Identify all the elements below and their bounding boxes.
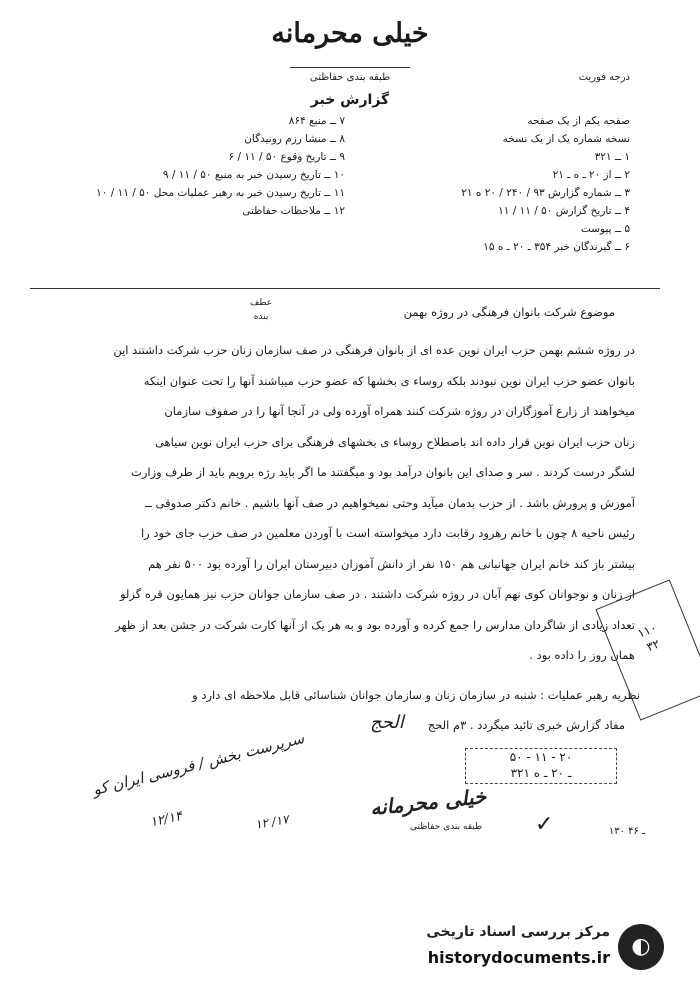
- archive-url: historydocuments.ir: [427, 948, 610, 967]
- subject-line: موضوع شرکت بانوان فرهنگی در روژه بهمن: [403, 305, 615, 319]
- meta-line: ۹ ــ تاریخ وقوع ۵۰ / ۱۱ / ۶: [228, 151, 345, 163]
- urgency-label: درجه فوریت: [578, 72, 630, 83]
- meta-line: صفحه یکم از یک صفحه: [527, 115, 630, 127]
- body-line: لشگر درست کردند . سر و صدای این بانوان درآمد بود و میگفتند ما اگر باید رژه برویم باید از طرف وزارت: [131, 465, 635, 479]
- body-line: میخواهند از زارع آموزگاران در روژه شرکت کنند همراه آورده ولی در آنجا آنها را در صفوف سازمان: [164, 404, 635, 418]
- check-mark-icon: ✓: [535, 812, 554, 837]
- document-code: ۱۳۰ ـ ۴۶: [608, 826, 645, 837]
- file-stamp-line: ۳۲۱ ـ ۲۰ ـ ه: [510, 766, 572, 780]
- handwritten-initial: الحج: [370, 712, 404, 733]
- meta-line: ۸ ــ منشا رزم رونیدگان: [244, 133, 345, 145]
- margin-stamp-line: ۱۱۰: [635, 620, 659, 641]
- body-line: از زنان و نوجوانان کوی نهم آبان در روژه شرکت داشتند . در صف سازمان جوانان حزب نیز همایون قره گزلو: [119, 587, 635, 601]
- confirmation-line: مفاد گزارش خبری تائید میگردد . ۳م الحج: [427, 718, 625, 732]
- report-body: [50, 335, 635, 671]
- handwritten-signature: سرپرست بخش / فروسی ایران کو: [91, 729, 306, 799]
- report-title: گزارش خبر: [310, 92, 390, 108]
- meta-line: ۶ ــ گیرندگان خبر ۳۵۴ ـ ۲۰ ـ ه ۱۵: [483, 241, 630, 253]
- margin-stamp-line: ۳۲: [644, 636, 662, 655]
- meta-line: ۲ ــ از ۲۰ ـ ه ـ ۲۱: [552, 169, 630, 181]
- body-line: بیشتر باز کند خانم ایران جهانبانی هم ۱۵۰ نفر از دانش آموزان دبیرستان ایران را آورده بود ۵۰۰ نفر هم: [148, 556, 635, 571]
- report-metadata-left: [60, 112, 345, 220]
- meta-line: ۱۰ ــ تاریخ رسیدن خبر به منبع ۵۰ / ۱۱ / ۹: [162, 169, 345, 181]
- body-line: زنان حزب ایران نوین قرار داده اند باصطلاح روساء ی بخشهای فرهنگی برای حزب ایران نوین سیاهی: [154, 434, 635, 449]
- reference-stamp-line: عطف: [250, 298, 273, 308]
- body-line: رئیس ناحیه ۸ چون با خانم رهرود رقابت دارد میخواسته است با آوردن معلمین در صف حزب جای خود را: [140, 526, 635, 540]
- handwritten-date: ۱۲/۱۴: [148, 808, 184, 831]
- report-metadata-right: [360, 112, 630, 256]
- section-divider: [30, 288, 660, 289]
- meta-line: ۴ ــ تاریخ گزارش ۵۰ / ۱۱ / ۱۱: [498, 205, 630, 217]
- handwritten-date-2: ۱۲ /۱۷: [254, 812, 290, 832]
- body-line: آموزش و پرورش باشد . از حزب بدمان میآید وحتی نمیخواهیم در صف آنها باشیم . خانم دکتر صدوقی ــ: [145, 495, 635, 510]
- body-line: تعداد زیادی از شاگردان مدارس را جمع کرده و آورده بود و به هر یک از آنها کارت شرکت در جشن بعد از ظهر: [115, 617, 635, 632]
- meta-line: ۳ ــ شماره گزارش ۹۳ / ۲۴۰ / ۲۰ ه ۲۱: [461, 187, 630, 199]
- reference-stamp-line: بنده: [253, 312, 269, 322]
- body-line: همان روز را داده بود .: [529, 648, 635, 662]
- classification-repeat-label: طبقه بندی حفاظتی: [410, 822, 483, 832]
- archive-name: مرکز بررسی اسناد تاریخی: [426, 924, 610, 940]
- classification-repeat: خیلی محرمانه: [369, 783, 488, 821]
- meta-line: ۱۲ ــ ملاحظات حفاظتی: [242, 205, 345, 217]
- title-underline: [290, 67, 410, 68]
- file-number-stamp: [465, 748, 617, 784]
- meta-line: ۷ ــ منبع ۸۶۴: [288, 115, 345, 127]
- classification-label: طبقه بندی حفاظتی: [309, 72, 391, 83]
- reference-stamp: [250, 296, 272, 324]
- archive-logo-icon: ◐: [618, 924, 664, 970]
- meta-line: ۱۱ ــ تاریخ رسیدن خبر به رهبر عملیات محل ۵۰ / ۱۱ / ۱۰: [96, 187, 345, 199]
- archive-watermark: [374, 920, 664, 976]
- file-stamp-line: ۵۰ - ۱۱ - ۲۰: [509, 750, 573, 764]
- meta-line: ۵ ــ پیوست: [580, 223, 630, 235]
- body-line: در روژه ششم بهمن حزب ایران نوین عده ای از بانوان فرهنگی در صف سازمان زنان حزب شرکت داشتند این: [113, 343, 635, 357]
- body-line: بانوان عضو حزب ایران نوین نبودند بلکه روساء ی بخشها که عضو حزب میباشند آنها را تحت عنوان اینکه: [143, 373, 635, 388]
- operations-opinion: نظریه رهبر عملیات : شنبه در سازمان زنان و سازمان جوانان شناسائی قابل ملاحظه ای دارد و: [192, 688, 640, 702]
- meta-line: ۱ ــ ۳۲۱: [594, 151, 630, 163]
- document-title: خیلی محرمانه: [271, 18, 429, 49]
- meta-line: نسخه شماره یک از یک نسخه: [502, 133, 630, 145]
